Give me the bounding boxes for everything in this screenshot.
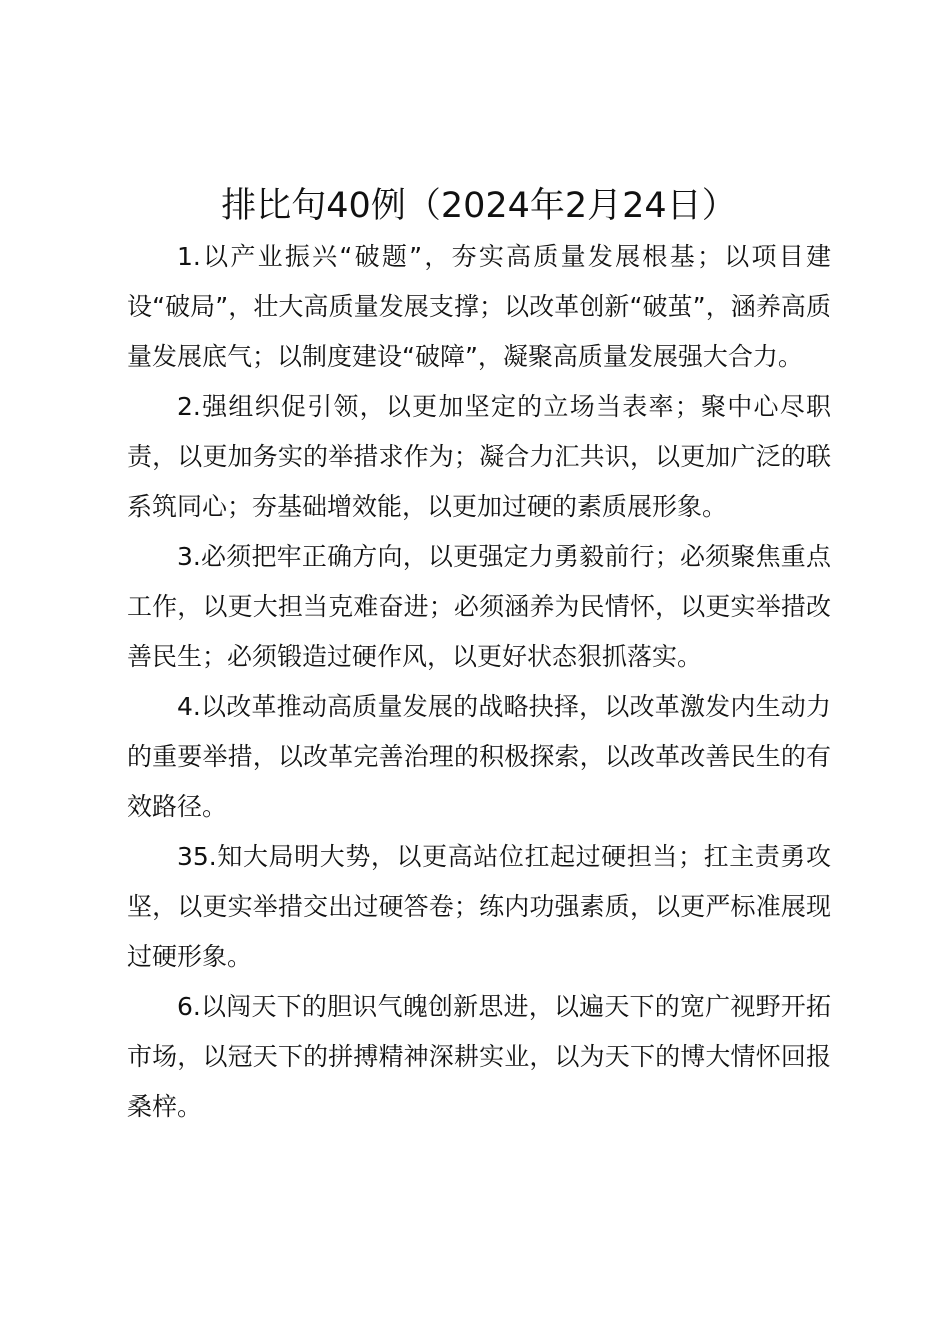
document-body (127, 180, 831, 1132)
paragraph-3: 3.必须把牢正确方向，以更强定力勇毅前行；必须聚焦重点工作，以更大担当克难奋进；必须涵养为民情怀，以更实举措改善民生；必须锻造过硬作风，以更好状态狠抓落实。 (127, 542, 831, 671)
paragraph-6: 6.以闯天下的胆识气魄创新思进，以遍天下的宽广视野开拓市场，以冠天下的拼搏精神深耕实业，以为天下的博大情怀回报桑梓。 (127, 992, 831, 1121)
paragraph-4: 4.以改革推动高质量发展的战略抉择，以改革激发内生动力的重要举措，以改革完善治理的积极探索，以改革改善民生的有效路径。 (127, 692, 831, 821)
document-title: 排比句40例（2024年2月24日） (221, 186, 737, 226)
paragraph-2: 2.强组织促引领，以更加坚定的立场当表率；聚中心尽职责，以更加务实的举措求作为；凝合力汇共识，以更加广泛的联系筑同心；夯基础增效能，以更加过硬的素质展形象。 (127, 392, 831, 521)
paragraph-5: 35.知大局明大势，以更高站位扛起过硬担当；扛主责勇攻坚，以更实举措交出过硬答卷；练内功强素质，以更严标准展现过硬形象。 (127, 842, 831, 971)
paragraph-1: 1.以产业振兴“破题”，夯实高质量发展根基；以项目建设“破局”，壮大高质量发展支撑；以改革创新“破茧”，涵养高质量发展底气；以制度建设“破障”，凝聚高质量发展强大合力。 (127, 242, 831, 371)
